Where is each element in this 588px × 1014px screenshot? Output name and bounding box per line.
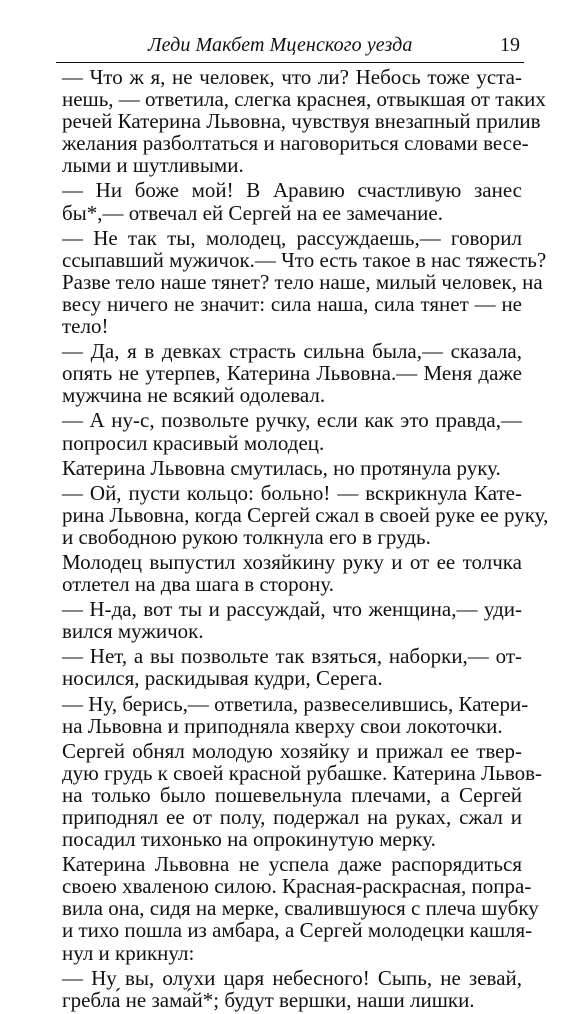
text-line: Катерина Львовна не успела даже распорядиться xyxy=(62,852,522,877)
text-line: ссыпавший мужичок.— Что есть такое в нас тяжесть? xyxy=(62,247,547,272)
text-line: Катерина Львовна смутилась, но протянула руку. xyxy=(62,455,501,480)
paragraph xyxy=(62,225,547,339)
text-line: на Львовна и приподняла кверху свои локоточки. xyxy=(62,713,503,738)
text-line: Разве тело наше тянет? тело наше, милый человек, на xyxy=(62,269,543,294)
paragraph xyxy=(62,645,522,689)
text-line: желания разболтаться и наговориться словами весе- xyxy=(62,131,529,156)
paragraph xyxy=(62,65,546,178)
text-line: вила она, сидя на мерке, свалившуюся с плеча шубку xyxy=(62,896,539,921)
paragraph xyxy=(62,480,549,549)
text-line: своею хваленою силою. Красная-раскрасная, попра- xyxy=(62,874,532,899)
paragraph xyxy=(62,738,543,852)
paragraph xyxy=(62,852,539,965)
text-line: бы*,— отвечал ей Сергей на ее замечание. xyxy=(62,200,443,225)
text-line: — Ни боже мой! В Аравию счастливую занес xyxy=(62,178,522,203)
paragraph xyxy=(62,691,529,738)
text-line: — Нет, а вы позвольте так взяться, наборки,— от- xyxy=(62,644,522,669)
text-line: на только было пошевельнула плечами, а Сергей xyxy=(62,782,522,807)
text-line: — Ну вы, олухи царя небесного! Сыпь, не зевай, xyxy=(62,965,522,990)
text-line: — Н-да, вот ты и рассуждай, что женщина,— уди- xyxy=(62,597,522,622)
paragraph xyxy=(62,598,522,642)
text-line: — А ну-с, позвольте ручку, если как это правда,— xyxy=(62,408,522,433)
text-line: приподнял ее от полу, подержал на руках, сжал и xyxy=(62,805,522,829)
text-line: лыми и шутливыми. xyxy=(62,153,244,178)
paragraph xyxy=(62,457,522,479)
paragraph xyxy=(62,340,522,406)
text-line: — Ой, пусти кольцо: больно! — вскрикнула Кате- xyxy=(62,480,522,505)
text-line: посадил тихонько на опрокинутую мерку. xyxy=(62,827,436,852)
text-line: мужчина не всякий одолевал. xyxy=(62,383,326,408)
paragraph xyxy=(62,551,522,595)
main-text xyxy=(62,65,549,1014)
text-line: Молодец выпустил хозяйкину руку и от ее толчка xyxy=(62,549,522,574)
text-line: дую грудь к своей красной рубашке. Катерина Львов- xyxy=(62,760,543,785)
text-line: тело! xyxy=(62,314,109,339)
text-line: носился, раскидывая кудри, Серега. xyxy=(62,666,383,691)
text-line: нешь, — ответила, слегка краснея, отвыкшая от таких xyxy=(62,87,546,112)
text-line: нул и крикнул: xyxy=(62,940,195,965)
paragraph xyxy=(62,967,522,1011)
text-line: — Ну, берись,— ответила, развеселившись, Катери- xyxy=(62,691,529,716)
paragraph xyxy=(62,409,522,453)
text-line: гребла́ не зама́й*; будут вершки, наши лишки. xyxy=(62,987,475,1012)
text-line: вился мужичок. xyxy=(62,619,204,644)
text-line: — Что ж я, не человек, что ли? Небось тоже уста- xyxy=(62,65,522,89)
paragraph xyxy=(62,179,522,223)
text-line: опять не утерпев, Катерина Львовна.— Меня даже xyxy=(62,361,522,386)
text-line: весу ничего не значит: сила наша, сила тянет — не xyxy=(62,291,522,316)
text-line: попросил красивый молодец. xyxy=(62,430,325,455)
text-line: — Да, я в девках страсть сильна была,— сказала, xyxy=(62,339,522,364)
text-line: Сергей обнял молодую хозяйку и прижал ее твер- xyxy=(62,738,522,763)
running-header xyxy=(56,28,524,63)
text-line: отлетел на два шага в сторону. xyxy=(62,572,335,597)
page-number: 19 xyxy=(500,34,520,56)
text-line: речей Катерина Львовна, чувствуя внезапный прилив xyxy=(62,109,541,134)
text-line: и свободною рукою толкнула его в грудь. xyxy=(62,524,431,549)
running-title: Леди Макбет Мценского уезда xyxy=(148,34,413,56)
text-line: рина Львовна, когда Сергей сжал в своей руке ее руку, xyxy=(62,502,549,527)
text-line: и тихо пошла из амбара, а Сергей молодецки кашля- xyxy=(62,918,533,943)
text-line: — Не так ты, молодец, рассуждаешь,— говорил xyxy=(62,225,522,250)
